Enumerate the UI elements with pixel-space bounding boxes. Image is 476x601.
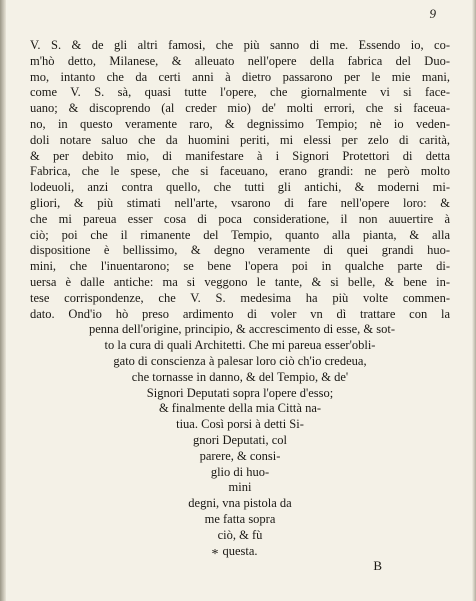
text-line: penna dell'origine, principio, & accrescimento di esse, & sot- xyxy=(89,322,395,337)
text-line: glio di huo- xyxy=(210,464,270,479)
text-line: dispositione è bellissimo, & degno veramente di quei grandi huo- xyxy=(30,243,450,258)
text-line: Fabrica, che le spese, che si faceuano, erano grandi: ne però molto xyxy=(30,164,450,179)
text-line: ciò, & fù xyxy=(217,527,263,542)
text-line: doli notare saluo che da huomini periti, mi elessi per zelo di carità, xyxy=(30,132,450,147)
page-gutter-shadow xyxy=(0,0,6,601)
text-line: gliori, & più stimati nell'arte, vsarono di fare nell'opere loro: & xyxy=(30,195,450,210)
text-line: Signori Deputati sopra l'opere d'esso; xyxy=(146,385,334,400)
text-line: no, in questo veramente raro, & degnissimo Tempio; nè io veden- xyxy=(30,116,450,131)
text-line: tiua. Così porsi à detti Si- xyxy=(176,417,304,432)
text-line: ciò; poi che il rimanente del Tempio, quanto alla pianta, & alla xyxy=(30,227,450,242)
page-edge-shadow xyxy=(472,0,476,601)
text-line: mini, che l'inuentarono; se bene l'opera poi in qualche parte di- xyxy=(30,259,450,274)
text-line: tese corrispondenze, che V. S. medesima ha più volte commen- xyxy=(30,290,450,305)
text-line: degni, vna pistola da xyxy=(188,496,292,511)
text-line: & finalmente della mia Città na- xyxy=(158,401,322,416)
text-line: come V. S. sà, quasi tutte l'opere, che giornalmente vi si face- xyxy=(30,85,450,100)
text-line: uersa è dalle antiche: ma si veggono le tante, & si belle, & bene in- xyxy=(30,274,450,289)
text-line: che tornasse in danno, & del Tempio, & de' xyxy=(131,369,349,384)
text-line: che mi pareua esser cosa di poca consideratione, il non auuertire à xyxy=(30,211,450,226)
text-line: to la cura di quali Architetti. Che mi pareua esser'obli- xyxy=(104,338,376,353)
text-line: V. S. & de gli altri famosi, che più sanno di me. Essendo io, co- xyxy=(30,38,450,52)
asterisk-ornament: * xyxy=(211,547,219,562)
text-line: parere, & consi- xyxy=(199,448,281,463)
text-line: gnori Deputati, col xyxy=(192,432,288,447)
text-line: mini xyxy=(228,480,252,495)
text-line: mo, intanto che da certi anni à dietro passarono per le mie mani, xyxy=(30,69,450,84)
text-line: gato di conscienza à palesar loro ciò ch'io credeua, xyxy=(113,353,367,368)
text-line: & per debito mio, di manifestare à i Signori Protettori di detta xyxy=(30,148,450,163)
text-line: me fatta sopra xyxy=(204,511,276,526)
text-line: lodeuoli, anzi contra quello, che tutti gli antichi, & moderni mi- xyxy=(30,180,450,195)
text-line: dato. Ond'io hò preso ardimento di voler vn dì trattare con la xyxy=(30,306,450,321)
page-number: 9 xyxy=(429,6,436,21)
text-line: questa. xyxy=(222,543,258,558)
text-line: uano; & discoprendo (al creder mio) de' molti errori, che si faceua- xyxy=(30,101,450,116)
signature-mark: B xyxy=(373,558,382,573)
body-text xyxy=(30,38,450,559)
text-line: m'hò detto, Milanese, & alleuato nell'opere della fabrica del Duo- xyxy=(30,53,450,68)
